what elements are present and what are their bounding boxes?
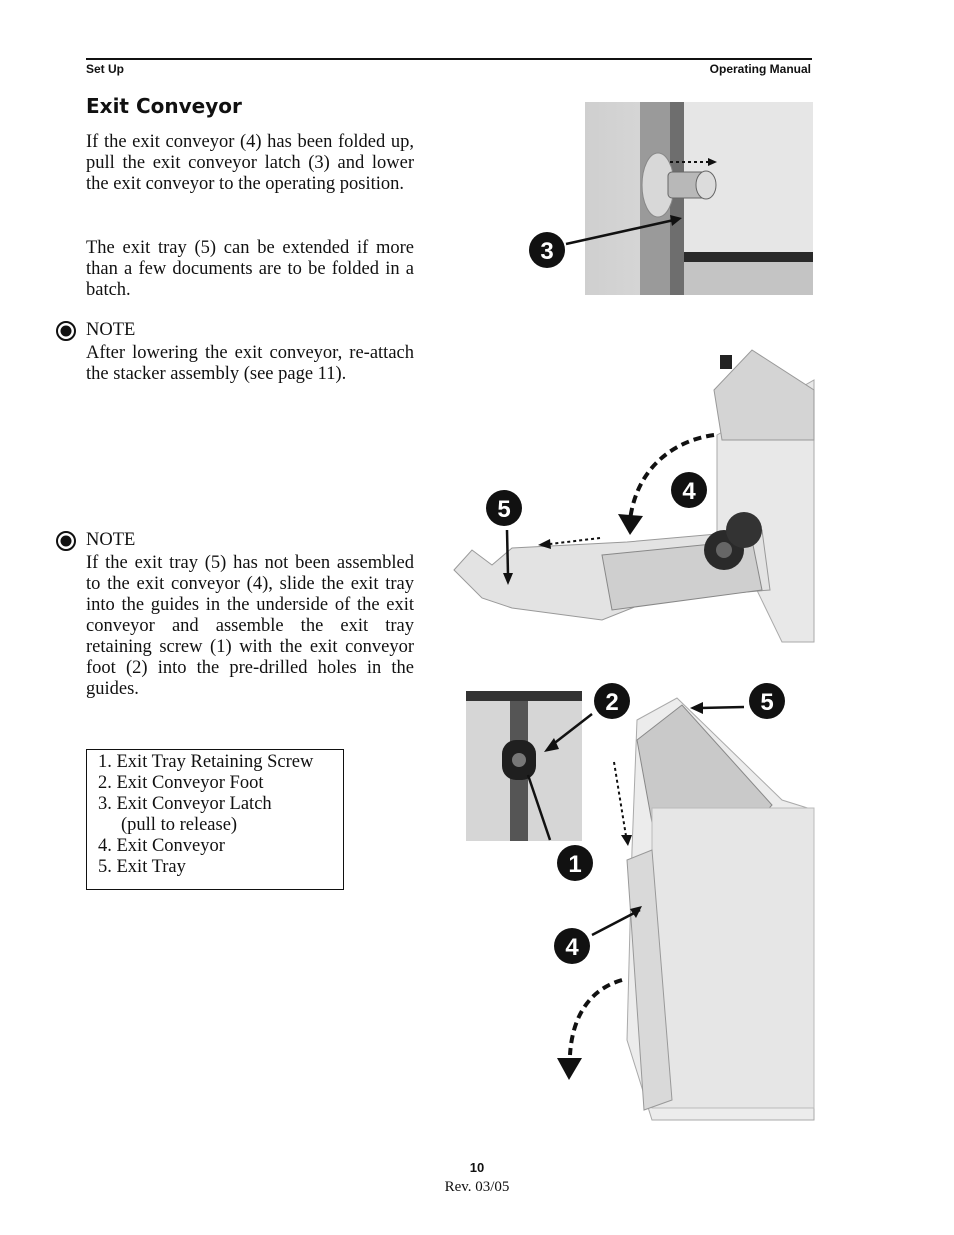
note-target-icon (56, 321, 76, 341)
callout-number: 4 (565, 934, 579, 961)
note-text-exit-tray-assembly: If the exit tray (5) has not been assembled to the exit conveyor (4), slide the exit tray into the guides in the underside of the exit conveyor and assemble the exit tray retaining screw (1) with the exit conveyor foot (2) into the pre-drilled holes in the guides. (86, 553, 414, 699)
figure-exit-conveyor-lowered (452, 330, 817, 645)
callout-number: 5 (760, 689, 774, 716)
header-rule (86, 58, 812, 60)
page-number: 10 (469, 1160, 485, 1175)
revision-label: Rev. 03/05 (444, 1179, 510, 1195)
note-label: NOTE (86, 530, 136, 550)
callout-number: 3 (540, 238, 554, 265)
legend-item: 1. Exit Tray Retaining Screw (98, 752, 314, 772)
callout-number: 1 (568, 851, 582, 878)
running-header-manual: Operating Manual (709, 62, 811, 76)
running-header-section: Set Up (86, 62, 125, 76)
callout-number: 2 (605, 689, 619, 716)
note-label: NOTE (86, 320, 136, 340)
paragraph-exit-tray: The exit tray (5) can be extended if more than a few documents are to be folded in a batch. (86, 238, 414, 300)
parts-legend (86, 749, 344, 890)
note-text-stacker: After lowering the exit conveyor, re-attach the stacker assembly (see page 11). (86, 343, 414, 384)
callout-number: 5 (497, 496, 511, 523)
legend-item: 3. Exit Conveyor Latch (98, 794, 272, 814)
callout-number: 4 (682, 478, 696, 505)
legend-item-subnote: (pull to release) (121, 815, 238, 835)
paragraph-lower-conveyor: If the exit conveyor (4) has been folded up, pull the exit conveyor latch (3) and lower the exit conveyor to the operating position. (86, 132, 414, 194)
figure-exit-tray-assembly (462, 680, 818, 1142)
legend-item: 4. Exit Conveyor (98, 836, 225, 856)
figure-exit-conveyor-latch (520, 100, 820, 300)
legend-item: 2. Exit Conveyor Foot (98, 773, 264, 793)
section-title: Exit Conveyor (86, 94, 242, 118)
note-target-icon (56, 531, 76, 551)
legend-item: 5. Exit Tray (98, 857, 186, 877)
